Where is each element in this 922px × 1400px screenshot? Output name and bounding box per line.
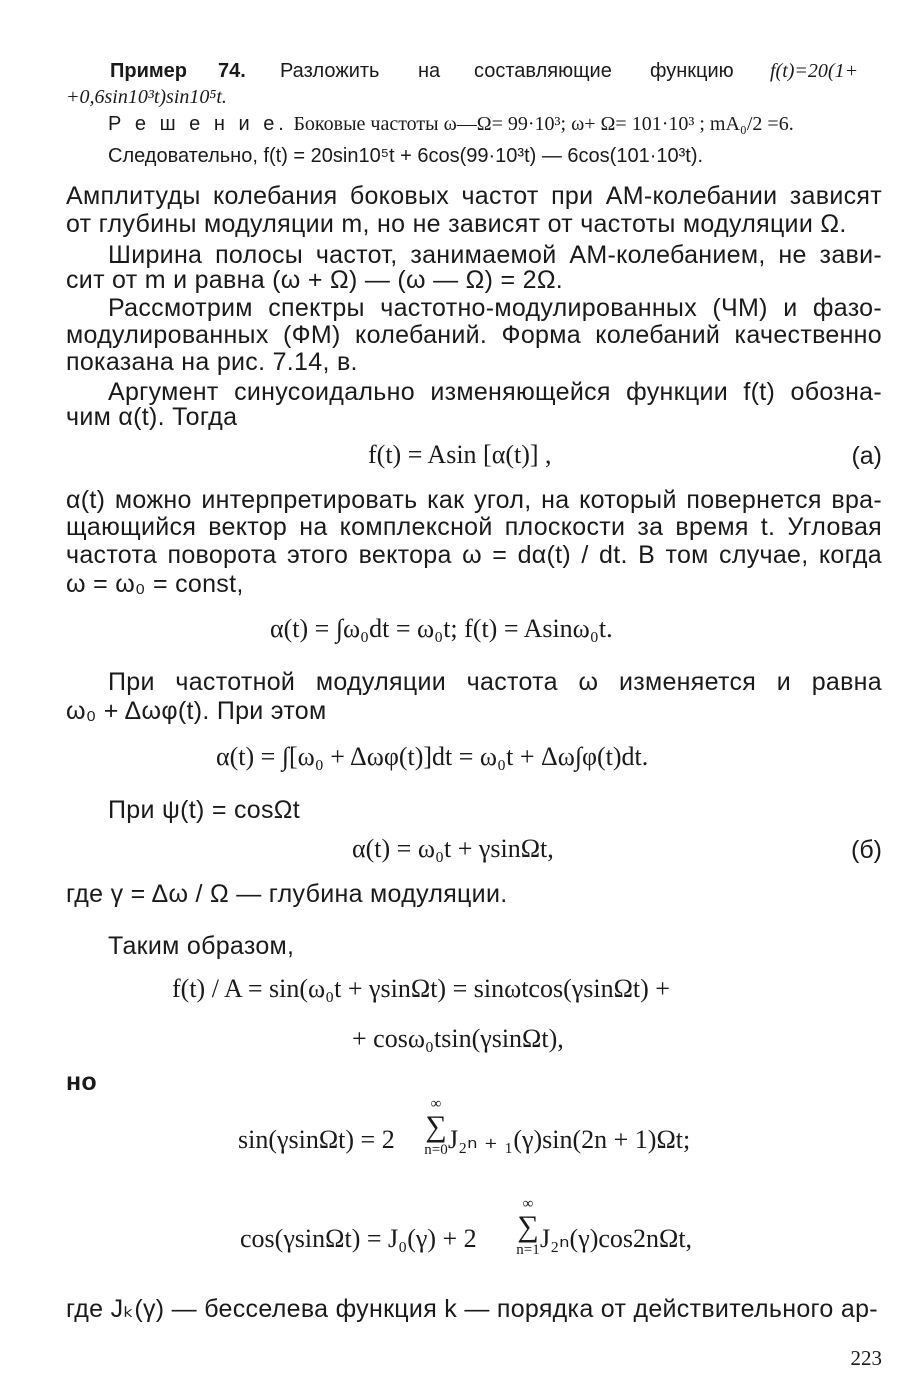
equation-sin-series-left: sin(γsinΩt) = 2 xyxy=(238,1125,395,1154)
paragraph-1-line-2: от глубины модуляции m, но не зависят от частоты модуляции Ω. xyxy=(66,210,847,238)
sum-cos-symbol: ∑ xyxy=(517,1210,539,1243)
paragraph-2-line-2: сит от m и равна (ω + Ω) — (ω — Ω) = 2Ω. xyxy=(66,266,564,294)
paragraph-4-line-1: Аргумент синусоидально изменяющейся функции f(t) обозна- xyxy=(108,378,882,406)
paragraph-7: При ψ(t) = cosΩt xyxy=(108,796,301,824)
equation-b: α(t) = ω₀t + γsinΩt, xyxy=(352,834,554,863)
equation-cos-series-left: cos(γsinΩt) = J₀(γ) + 2 xyxy=(240,1224,477,1253)
paragraph-11: где Jₖ(γ) — бесселева функция k — порядка от действительного ар- xyxy=(66,1295,878,1323)
paragraph-3-line-3: показана на рис. 7.14, в. xyxy=(66,348,358,376)
equation-b-number: (б) xyxy=(851,836,882,864)
equation-sin-series-right: J₂ₙ ₊ ₁(γ)sin(2n + 1)Ωt; xyxy=(448,1125,691,1154)
paragraph-3-line-1: Рассмотрим спектры частотно-модулированных (ЧМ) и фазо- xyxy=(108,294,882,322)
example-word-4: функцию xyxy=(650,60,734,82)
sum-sin-upper-limit: ∞ xyxy=(430,1096,442,1112)
paragraph-5-line-2: щающийся вектор на комплексной плоскости за время t. Угловая xyxy=(66,513,882,541)
solution-line xyxy=(108,113,794,136)
paragraph-8: где γ = Δω / Ω — глубина модуляции. xyxy=(66,880,508,908)
example-label: Пример xyxy=(110,60,188,82)
equation-a-number: (а) xyxy=(851,442,882,470)
solution-text: Боковые частоты ω—Ω= 99·10³; ω+ Ω= 101·10³ ; mA₀/2 =6. xyxy=(293,113,794,135)
paragraph-3-line-2: модулированных (ФМ) колебаний. Форма колебаний качественно xyxy=(66,321,882,349)
example-line-1 xyxy=(110,60,882,83)
sum-sin-lower-limit: n=0 xyxy=(424,1142,448,1158)
equation-thus-line-1: f(t) / A = sin(ω₀t + γsinΩt) = sinωtcos(γsinΩt) + xyxy=(172,974,670,1003)
example-formula: f(t)=20(1+ xyxy=(770,60,859,82)
paragraph-6-line-2: ω₀ + Δωφ(t). При этом xyxy=(66,697,327,725)
example-number: 74. xyxy=(218,60,246,82)
paragraph-10: но xyxy=(66,1068,97,1096)
paragraph-6-line-1: При частотной модуляции частота ω изменяется и равна xyxy=(108,668,882,696)
paragraph-5-line-3: частота поворота этого вектора ω = dα(t) / dt. В том случае, когда xyxy=(66,541,882,569)
paragraph-4-line-2: чим α(t). Тогда xyxy=(66,403,238,431)
equation-a: f(t) = Asin [α(t)] , xyxy=(368,440,552,469)
consequently-line: Следовательно, f(t) = 20sin10⁵t + 6cos(99·10³t) — 6cos(101·10³t). xyxy=(108,145,704,167)
example-word-3: составляющие xyxy=(474,60,612,82)
sum-sin-symbol: ∑ xyxy=(425,1110,447,1143)
paragraph-1-line-1: Амплитуды колебания боковых частот при АМ-колебании зависят xyxy=(66,182,882,210)
sum-cos-upper-limit: ∞ xyxy=(522,1196,534,1212)
example-line-2: +0,6sin10³t)sin10⁵t. xyxy=(66,86,227,108)
page-number: 223 xyxy=(850,1346,882,1370)
paragraph-5-line-4: ω = ω₀ = const, xyxy=(66,570,244,598)
equation-frequency-modulation: α(t) = ∫[ω₀ + Δωφ(t)]dt = ω₀t + Δω∫φ(t)dt. xyxy=(216,742,649,771)
equation-thus-line-2: + cosω₀tsin(γsinΩt), xyxy=(352,1024,564,1053)
paragraph-9: Таким образом, xyxy=(108,932,295,960)
equation-cos-series-right: J₂ₙ(γ)cos2nΩt, xyxy=(540,1224,693,1253)
sum-cos-lower-limit: n=1 xyxy=(516,1242,540,1258)
paragraph-5-line-1: α(t) можно интерпретировать как угол, на который повернется вра- xyxy=(66,486,882,514)
solution-label: Р е ш е н и е. xyxy=(108,113,288,135)
example-word-1: Разложить xyxy=(280,60,380,82)
example-word-2: на xyxy=(418,60,441,82)
paragraph-2-line-1: Ширина полосы частот, занимаемой АМ-колебанием, не зави- xyxy=(108,241,882,269)
equation-constant-frequency: α(t) = ∫ω₀dt = ω₀t; f(t) = Asinω₀t. xyxy=(270,614,613,643)
